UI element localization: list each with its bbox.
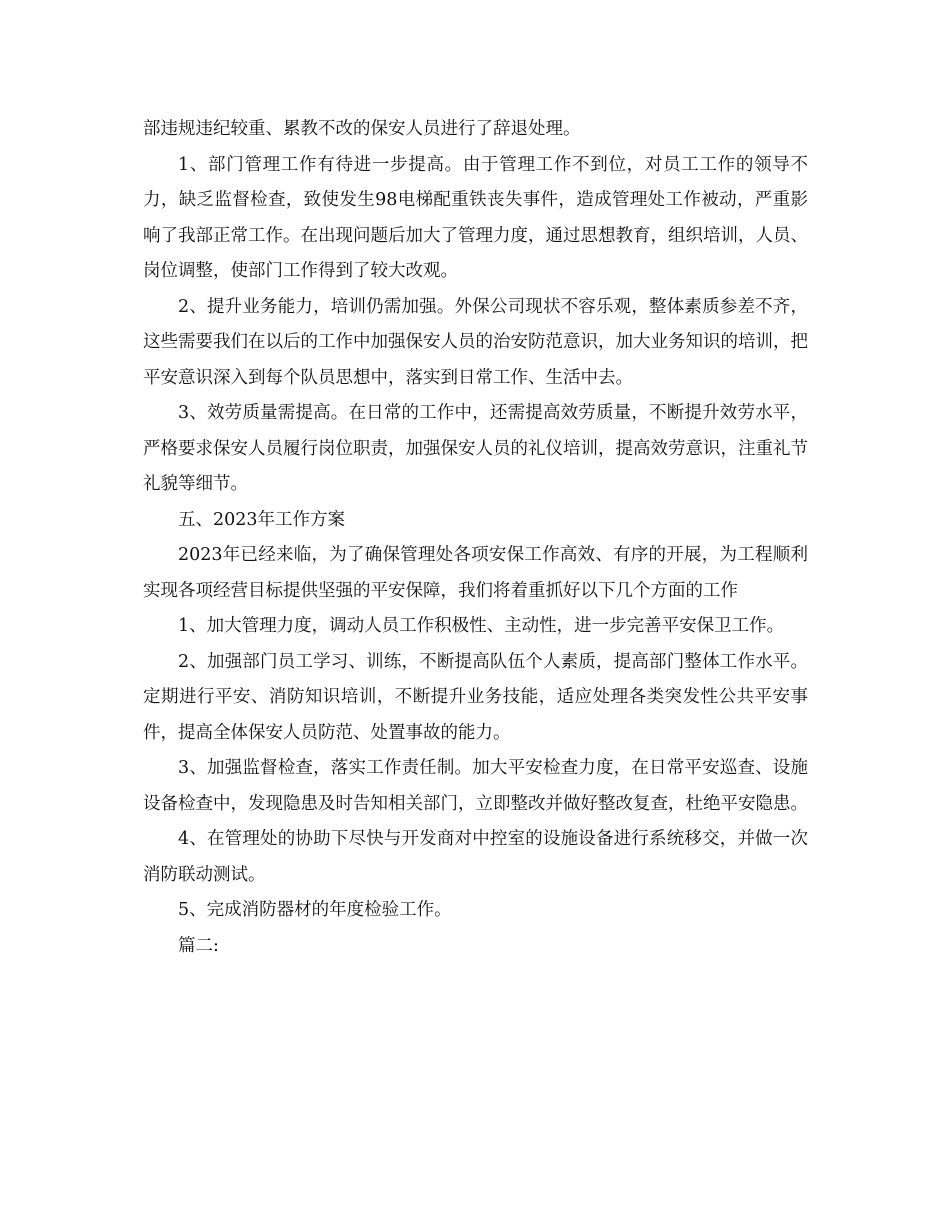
document-body xyxy=(143,112,808,964)
paragraph-plan-2: 2、加强部门员工学习、训练，不断提高队伍个人素质，提高部门整体工作水平。定期进行平安、消防知识培训，不断提升业务技能，适应处理各类突发性公共平安事件，提高全体保安人员防范、处置事故的能力。 xyxy=(143,651,808,743)
section-heading-part-two: 篇二: xyxy=(178,935,219,956)
paragraph-plan-5: 5、完成消防器材的年度检验工作。 xyxy=(178,900,452,920)
paragraph-plan-1: 1、加大管理力度，调动人员工作积极性、主动性，进一步完善平安保卫工作。 xyxy=(178,616,785,636)
section-heading-plan: 五、2023年工作方案 xyxy=(178,509,346,530)
paragraph-plan-4: 4、在管理处的协助下尽快与开发商对中控室的设施设备进行系统移交，并做一次消防联动测试。 xyxy=(143,829,808,885)
paragraph-plan-intro: 2023年已经来临，为了确保管理处各项安保工作高效、有序的开展，为工程顺利实现各项经营目标提供坚强的平安保障，我们将着重抓好以下几个方面的工作 xyxy=(143,545,808,601)
paragraph-issue-2: 2、提升业务能力，培训仍需加强。外保公司现状不容乐观，整体素质参差不齐，这些需要我们在以后的工作中加强保安人员的治安防范意识，加大业务知识的培训，把平安意识深入到每个队员思想中，落实到日常工作、生活中去。 xyxy=(143,296,808,388)
paragraph-continuation: 部违规违纪较重、累教不改的保安人员进行了辞退处理。 xyxy=(143,119,581,139)
paragraph-issue-3: 3、效劳质量需提高。在日常的工作中，还需提高效劳质量，不断提升效劳水平，严格要求保安人员履行岗位职责，加强保安人员的礼仪培训，提高效劳意识，注重礼节礼貌等细节。 xyxy=(143,403,808,494)
paragraph-plan-3: 3、加强监督检查，落实工作责任制。加大平安检查力度，在日常平安巡查、设施设备检查中，发现隐患及时告知相关部门，立即整改并做好整改复查，杜绝平安隐患。 xyxy=(143,758,808,814)
paragraph-issue-1: 1、部门管理工作有待进一步提高。由于管理工作不到位，对员工工作的领导不力，缺乏监督检查，致使发生98电梯配重铁丧失事件，造成管理处工作被动，严重影响了我部正常工作。在出现问题后加大了管理力度，通过思想教育，组织培训，人员、岗位调整，使部门工作得到了较大改观。 xyxy=(143,154,808,281)
